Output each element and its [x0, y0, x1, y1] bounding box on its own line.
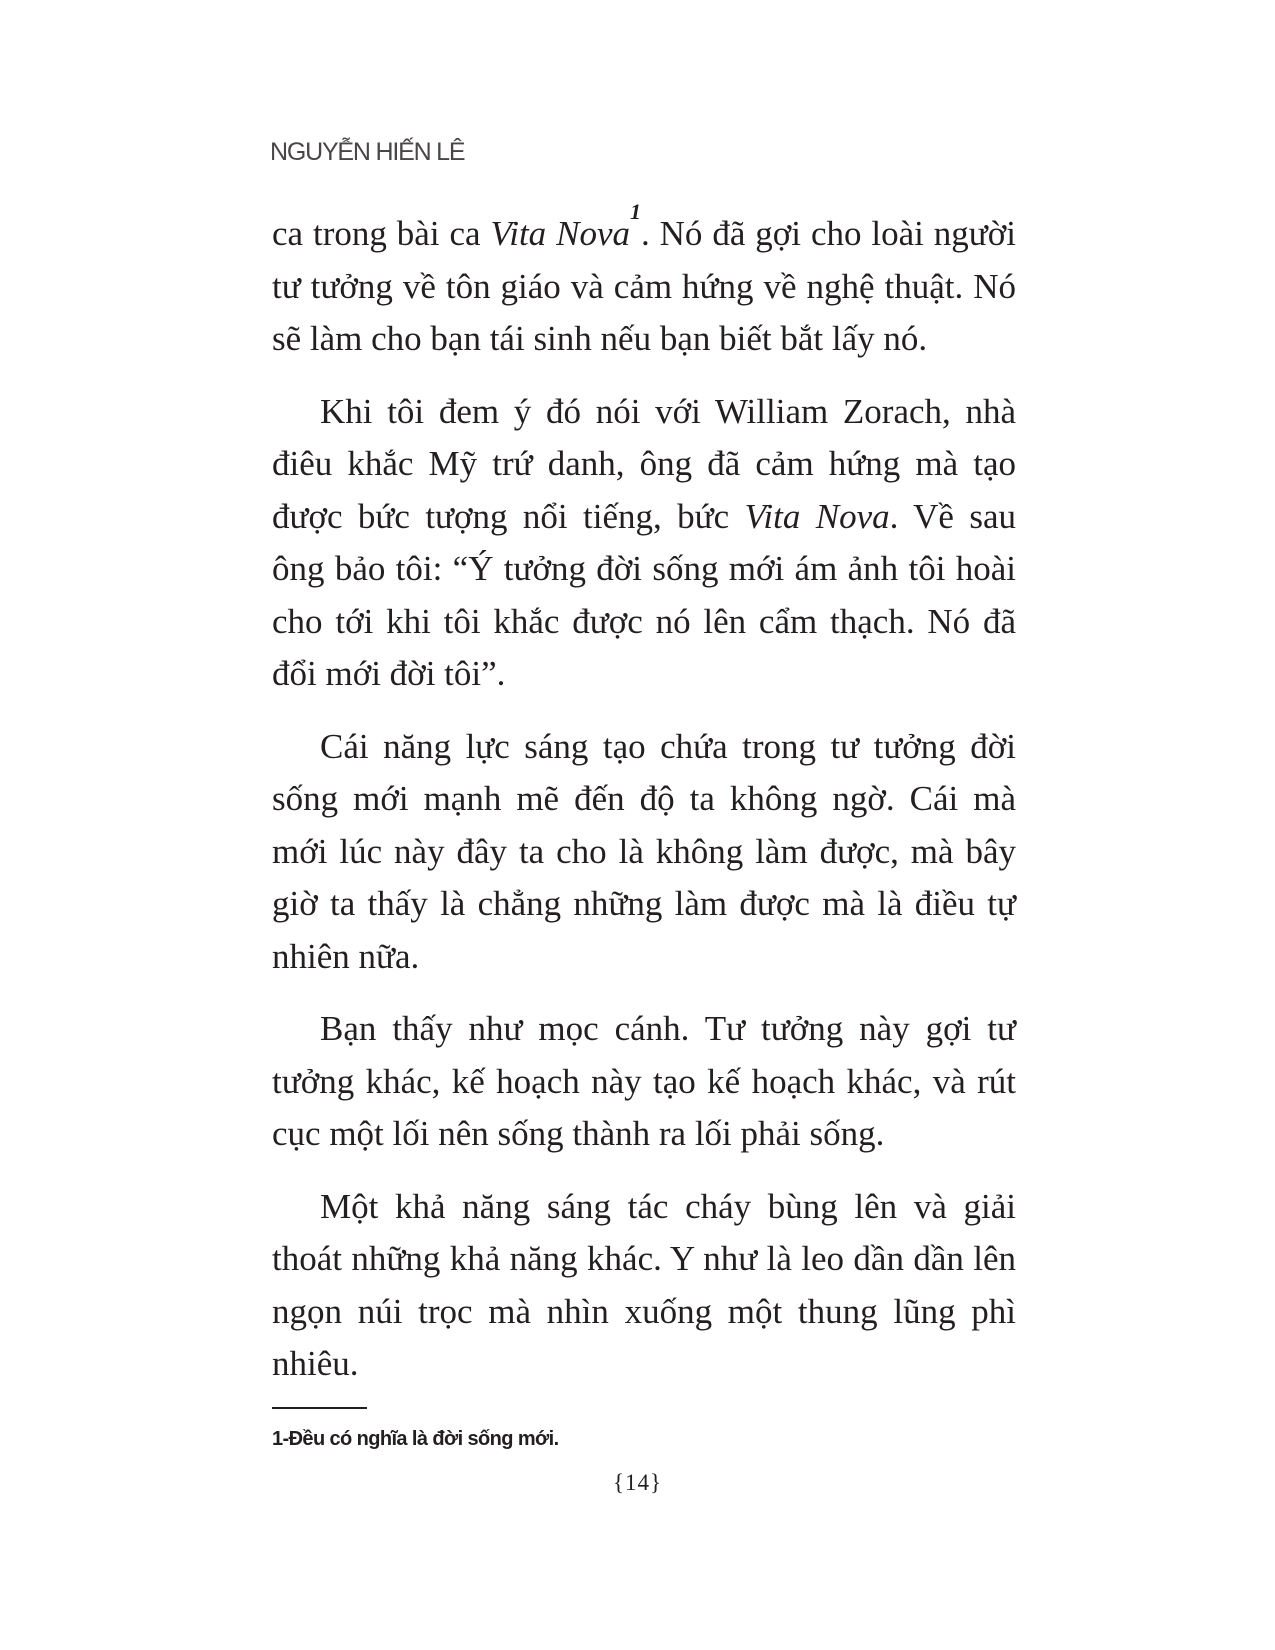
- footnote-reference[interactable]: 1: [629, 199, 641, 225]
- running-header: NGUYỄN HIẾN LÊ: [270, 138, 465, 166]
- paragraph-3: Cái năng lực sáng tạo chứa trong tư tưởng đời sống mới mạnh mẽ đến độ ta không ngờ. Cái mà mới lúc này đây ta cho là không làm được, mà bây giờ ta thấy là chẳng những làm được mà là điều tự nhiên nữa.: [272, 726, 1016, 976]
- paragraph-2-text-b: . Về sau ông bảo tôi: “Ý tưởng đời sống mới ám ảnh tôi hoài cho tới khi tôi khắc được nó lên cẩm thạch. Nó đã đổi mới đời tôi”.: [272, 496, 1016, 693]
- paragraph-5: Một khả năng sáng tác cháy bùng lên và giải thoát những khả năng khác. Y như là leo dần dần lên ngọn núi trọc mà nhìn xuống một thung lũng phì nhiêu.: [272, 1186, 1016, 1383]
- paragraph-1-text-b: . Nó đã gợi cho loài người tư tưởng về tôn giáo và cảm hứng về nghệ thuật. Nó sẽ làm cho bạn tái sinh nếu bạn biết bắt lấy nó.: [272, 214, 1017, 358]
- page-number: {14}: [612, 1470, 663, 1495]
- footnote: 1-Đều có nghĩa là đời sống mới.: [272, 1428, 559, 1450]
- paragraph-2: [272, 386, 1016, 701]
- paragraph-1-italic-title: Vita Nova: [490, 214, 630, 253]
- main-text: [272, 199, 1017, 1411]
- footnote-divider: [272, 1407, 367, 1409]
- paragraph-4: Bạn thấy như mọc cánh. Tư tưởng này gợi tư tưởng khác, kế hoạch này tạo kế hoạch khác, và rút cục một lối nên sống thành ra lối phải sống.: [272, 1009, 1016, 1153]
- paragraph-2-italic-title: Vita Nova: [744, 496, 890, 536]
- paragraph-1: [272, 199, 1017, 366]
- paragraph-2-text-a: Khi tôi đem ý đó nói với William Zorach, nhà điêu khắc Mỹ trứ danh, ông đã cảm hứng mà tạo được bức tượng nổi tiếng, bức: [272, 391, 1016, 536]
- paragraph-1-text-a: ca trong bài ca: [272, 214, 491, 253]
